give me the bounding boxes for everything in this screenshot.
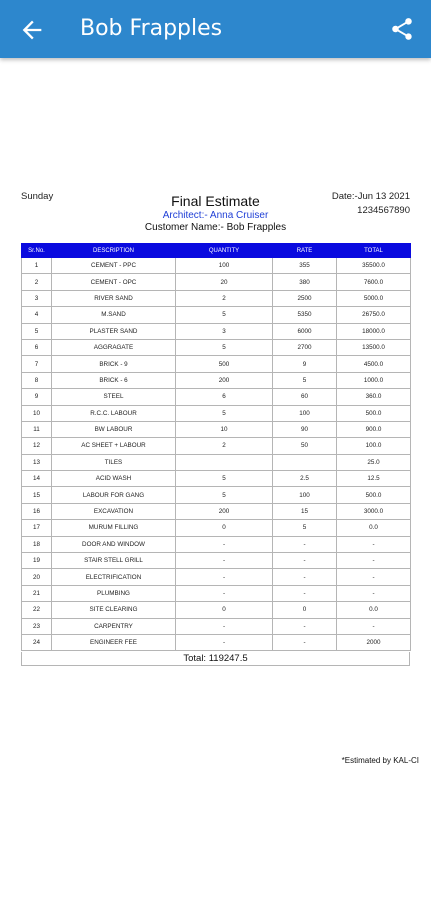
- table-cell: 5: [273, 372, 337, 388]
- table-cell: 5: [176, 307, 273, 323]
- table-cell: 5: [176, 471, 273, 487]
- table-cell: 19: [22, 553, 52, 569]
- table-row: [22, 634, 411, 650]
- table-cell: -: [273, 634, 337, 650]
- table-cell: ACID WASH: [52, 471, 176, 487]
- app-bar: [0, 0, 431, 58]
- table-cell: 2.5: [273, 471, 337, 487]
- table-cell: -: [337, 536, 411, 552]
- table-row: [22, 569, 411, 585]
- table-cell: M.SAND: [52, 307, 176, 323]
- table-cell: 13500.0: [337, 339, 411, 355]
- table-row: [22, 323, 411, 339]
- table-cell: 3: [176, 323, 273, 339]
- table-cell: -: [176, 618, 273, 634]
- table-row: [22, 405, 411, 421]
- table-cell: TILES: [52, 454, 176, 470]
- table-cell: 4: [22, 307, 52, 323]
- table-cell: -: [176, 536, 273, 552]
- table-cell: 14: [22, 471, 52, 487]
- table-cell: 18: [22, 536, 52, 552]
- table-cell: 12.5: [337, 471, 411, 487]
- table-cell: 355: [273, 258, 337, 274]
- table-cell: -: [273, 569, 337, 585]
- table-cell: -: [337, 553, 411, 569]
- table-cell: 5: [22, 323, 52, 339]
- table-cell: 21: [22, 585, 52, 601]
- table-cell: 0.0: [337, 602, 411, 618]
- estimate-date: Date:-Jun 13 2021: [331, 191, 410, 202]
- table-cell: 500: [176, 356, 273, 372]
- table-cell: 18000.0: [337, 323, 411, 339]
- table-cell: 380: [273, 274, 337, 290]
- day-label: Sunday: [21, 191, 54, 202]
- table-cell: BRICK - 9: [52, 356, 176, 372]
- table-cell: 0: [176, 602, 273, 618]
- table-cell: 200: [176, 372, 273, 388]
- table-cell: 60: [273, 389, 337, 405]
- table-cell: -: [337, 585, 411, 601]
- table-cell: -: [273, 618, 337, 634]
- table-row: [22, 553, 411, 569]
- estimate-table: [21, 243, 411, 651]
- table-cell: 2: [22, 274, 52, 290]
- table-cell: PLASTER SAND: [52, 323, 176, 339]
- table-cell: -: [273, 585, 337, 601]
- table-row: [22, 536, 411, 552]
- table-cell: ELECTRIFICATION: [52, 569, 176, 585]
- table-cell: 10: [176, 421, 273, 437]
- table-cell: 6000: [273, 323, 337, 339]
- table-cell: 16: [22, 503, 52, 519]
- column-header: TOTAL: [337, 244, 411, 258]
- table-row: [22, 618, 411, 634]
- table-cell: 17: [22, 520, 52, 536]
- table-cell: AGGRAGATE: [52, 339, 176, 355]
- estimated-by-note: *Estimated by KAL-CI: [341, 756, 419, 765]
- phone-number: 1234567890: [357, 205, 410, 216]
- table-cell: 15: [22, 487, 52, 503]
- table-cell: 8: [22, 372, 52, 388]
- table-cell: 100: [273, 487, 337, 503]
- table-cell: 900.0: [337, 421, 411, 437]
- app-bar-title: Bob Frapples: [80, 16, 223, 41]
- column-header: RATE: [273, 244, 337, 258]
- table-cell: SITE CLEARING: [52, 602, 176, 618]
- table-cell: 5: [176, 339, 273, 355]
- table-row: [22, 471, 411, 487]
- table-cell: MURUM FILLING: [52, 520, 176, 536]
- share-icon[interactable]: [389, 16, 415, 42]
- table-row: [22, 585, 411, 601]
- table-cell: LABOUR FOR GANG: [52, 487, 176, 503]
- table-cell: 2: [176, 290, 273, 306]
- table-cell: 200: [176, 503, 273, 519]
- table-cell: 100.0: [337, 438, 411, 454]
- table-cell: 5350: [273, 307, 337, 323]
- table-cell: 2: [176, 438, 273, 454]
- table-header-row: [22, 244, 411, 258]
- table-cell: 5: [176, 487, 273, 503]
- table-cell: BW LABOUR: [52, 421, 176, 437]
- back-arrow-icon[interactable]: [18, 16, 46, 44]
- table-cell: 7: [22, 356, 52, 372]
- table-cell: 0.0: [337, 520, 411, 536]
- table-cell: 13: [22, 454, 52, 470]
- table-cell: 0: [176, 520, 273, 536]
- table-cell: 90: [273, 421, 337, 437]
- table-cell: 12: [22, 438, 52, 454]
- table-cell: 25.0: [337, 454, 411, 470]
- table-cell: 15: [273, 503, 337, 519]
- table-cell: 6: [22, 339, 52, 355]
- table-cell: -: [337, 618, 411, 634]
- table-row: [22, 520, 411, 536]
- table-cell: 3: [22, 290, 52, 306]
- table-cell: STEEL: [52, 389, 176, 405]
- table-cell: 20: [176, 274, 273, 290]
- table-cell: 500.0: [337, 405, 411, 421]
- table-cell: 1000.0: [337, 372, 411, 388]
- table-row: [22, 372, 411, 388]
- table-cell: -: [176, 569, 273, 585]
- grand-total: Total: 119247.5: [21, 652, 410, 666]
- table-cell: PLUMBING: [52, 585, 176, 601]
- table-row: [22, 503, 411, 519]
- table-cell: EXCAVATION: [52, 503, 176, 519]
- table-cell: 5: [176, 405, 273, 421]
- table-cell: -: [273, 553, 337, 569]
- table-cell: [273, 454, 337, 470]
- table-row: [22, 307, 411, 323]
- table-row: [22, 487, 411, 503]
- estimate-title: Final Estimate: [171, 193, 260, 209]
- table-cell: CARPENTRY: [52, 618, 176, 634]
- table-cell: CEMENT - OPC: [52, 274, 176, 290]
- table-cell: 10: [22, 405, 52, 421]
- estimate-document: [0, 58, 431, 900]
- table-cell: 24: [22, 634, 52, 650]
- table-row: [22, 258, 411, 274]
- table-cell: [176, 454, 273, 470]
- table-cell: 20: [22, 569, 52, 585]
- table-cell: DOOR AND WINDOW: [52, 536, 176, 552]
- table-cell: STAIR STELL GRILL: [52, 553, 176, 569]
- table-row: [22, 356, 411, 372]
- customer-name: Customer Name:- Bob Frapples: [144, 222, 287, 233]
- table-cell: 23: [22, 618, 52, 634]
- table-cell: ENGINEER FEE: [52, 634, 176, 650]
- table-row: [22, 339, 411, 355]
- table-cell: -: [337, 569, 411, 585]
- table-cell: RIVER SAND: [52, 290, 176, 306]
- table-cell: 11: [22, 421, 52, 437]
- table-row: [22, 602, 411, 618]
- table-cell: 26750.0: [337, 307, 411, 323]
- table-row: [22, 389, 411, 405]
- table-cell: 7600.0: [337, 274, 411, 290]
- table-row: [22, 274, 411, 290]
- table-cell: 6: [176, 389, 273, 405]
- table-cell: 9: [22, 389, 52, 405]
- table-cell: 35500.0: [337, 258, 411, 274]
- table-cell: -: [273, 536, 337, 552]
- architect-name: Architect:- Anna Cruiser: [162, 210, 269, 221]
- table-row: [22, 290, 411, 306]
- table-cell: 100: [273, 405, 337, 421]
- table-cell: 2700: [273, 339, 337, 355]
- table-cell: R.C.C. LABOUR: [52, 405, 176, 421]
- table-cell: AC SHEET + LABOUR: [52, 438, 176, 454]
- table-row: [22, 454, 411, 470]
- table-cell: 500.0: [337, 487, 411, 503]
- table-cell: 360.0: [337, 389, 411, 405]
- column-header: DESCRIPTION: [52, 244, 176, 258]
- table-cell: -: [176, 585, 273, 601]
- table-cell: -: [176, 553, 273, 569]
- table-cell: CEMENT - PPC: [52, 258, 176, 274]
- table-cell: 5000.0: [337, 290, 411, 306]
- column-header: Sr.No.: [22, 244, 52, 258]
- table-cell: 100: [176, 258, 273, 274]
- table-row: [22, 438, 411, 454]
- table-cell: BRICK - 6: [52, 372, 176, 388]
- table-cell: 0: [273, 602, 337, 618]
- table-cell: 22: [22, 602, 52, 618]
- table-cell: 1: [22, 258, 52, 274]
- table-cell: 2500: [273, 290, 337, 306]
- table-cell: 50: [273, 438, 337, 454]
- table-cell: 2000: [337, 634, 411, 650]
- table-row: [22, 421, 411, 437]
- table-cell: -: [176, 634, 273, 650]
- column-header: QUANTITY: [176, 244, 273, 258]
- table-cell: 9: [273, 356, 337, 372]
- table-cell: 5: [273, 520, 337, 536]
- table-cell: 3000.0: [337, 503, 411, 519]
- table-cell: 4500.0: [337, 356, 411, 372]
